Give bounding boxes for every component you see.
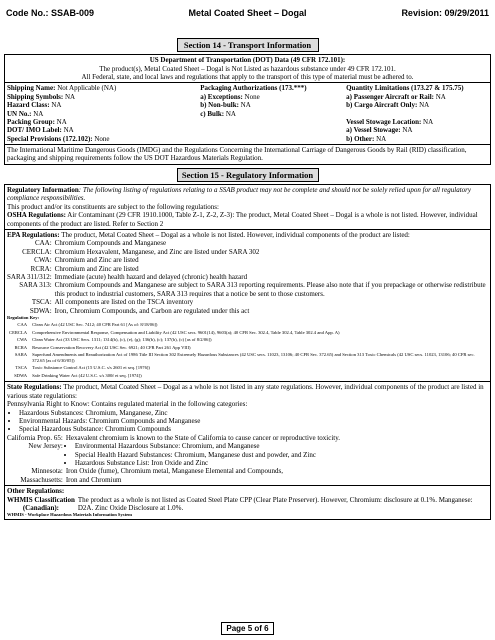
content [4, 38, 491, 520]
dot-line-1: The product(s), Metal Coated Sheet – Dogal is Not Listed as hazardous substance under 49 CFR 172.101. [99, 64, 396, 73]
imdg-text: The International Maritime Dangerous Goods (IMDG) and the Regulations Concerning the International Carriage of Dangerous Goods by Rail (RID) classification, packaging and shipping requirements follow the US DOT Hazardous Materials Regulation. [4, 145, 491, 165]
other-regulations: Other Regulations: WHMIS Classification (Canadian): The product as a whole is not listed as Coated Steel Plate CPP (Clear Plate Preserver). However, Chromium: disclosure at 0.1%. Manganese: D2A. Zinc Oxide Disclosure at 1.0%. WHMIS - Workplace Hazardous Materials Information System [4, 486, 491, 520]
list-item: • Special Hazardous Substance: Chromium Compounds [19, 425, 488, 433]
epa-table: CAA: Chromium Compounds and Manganese CERCLA: Chromium Hexavalent, Manganese, and Zinc are listed under SARA 302 CWA: Chromium and Zinc are listed RCRA: Chromium and Zinc are listed SARA 311/312: Immediate (acute) health hazard and delayed (chronic) health hazard SARA 313: Chromium Compounds and Manganese are subject to SARA 313 reporting requirements. Please also note that if you prepackage or otherwise redistribute this product to industrial customers, SARA 313 requires that a notice be sent to those customers. TSCA: All components are listed on the TSCA inventory SDWA: Iron, Chromium Compounds, and Carbon are regulated under this act [7, 239, 486, 315]
revision-date: Revision: 09/29/2011 [401, 8, 489, 18]
list-item: • Environmental Hazards: Chromium Compounds and Manganese [19, 417, 488, 425]
regulatory-info: Regulatory Information: The following listing of regulations relating to a SSAB product may not be complete and should not be solely relied upon for all regulatory compliance responsibilities. This product and/or its constituents are subject to the following regulations: OSHA Regulations: Air Contaminant (29 CFR 1910.1000, Table Z-1, Z-2, Z-3): The product, Metal Coated Sheet – Dogal is a whole is not listed. However, individual components of the product are listed. Refer to Section 2 [4, 184, 491, 230]
state-table: California Prop. 65: Hexavalent chromium is known to the State of California to cause cancer or reproductive toxicity. New Jersey: • Environmental Hazardous Substance: Chromium, and Manganese • Special Health Hazard Substances: Chromium, Manganese dust and powder, and Zinc • Hazardous Substance List: Iron Oxide and Zinc Minnesota: Iron Oxide (fume), Chromium metal, Manganese Elemental and Compounds, Massachusetts: Iron and Chromium [7, 434, 340, 484]
pa-list [7, 409, 488, 434]
list-item: • Environmental Hazardous Substance: Chromium, and Manganese [75, 442, 340, 450]
quantity-column: Quantity Limitations (173.27 & 175.75) a) Passenger Aircraft or Rail: NA b) Cargo Aircraft Only: NA Vessel Stowage Location: NA a) Vessel Stowage: NA b) Other: NA [346, 84, 464, 143]
page-footer [0, 624, 495, 634]
regulation-key: Regulation Key: CAA Clean Air Act (42 USC Sec. 7412; 40 CFR Part 61 [As of: 8/18/06]) CERCLA Comprehensive Environmental Response, Compensation and Liability Act (42 USC secs. 9601(14), 9603(a); 40 CFR Sec. 302.4, Table 302.4, Table 302.4 and App. A) CWA Clean Water Act (33 USC Secs. 1311; 1314(b), (c), (e), (g); 136(b), (c); 137(b), (c) [as of 8/2/06]) RCRA Resource Conservation Recovery Act (42 USC Sec. 6921; 40 CFR Part 261 App VIII) SARA Superfund Amendments and Reauthorization Act of 1986 Title III Section 302 Extremely Hazardous Substances (42 USC secs. 11023, 13106; 40 CFR Sec. 372.65) and Section 313 Toxic Chemicals (42 USC secs. 11023, 13106; 40 CFR sec. 372.65 [as of 6/30/05]) TSCA Toxic Substance Control Act (15 U.S.C. s/s 2601 et seq. [1976]) SDWA Safe Drinking Water Act (42 U.S.C. s/s 300f et seq. [1974]) [7, 314, 475, 378]
code-number: Code No.: SSAB-009 [6, 8, 95, 18]
packaging-column: Packaging Authorizations (173.***) a) Exceptions: None b) Non-bulk: NA c) Bulk: NA [200, 84, 307, 118]
dot-data [4, 54, 491, 83]
dot-line-2: All Federal, state, and local laws and regulations that apply to the transport of this type of material must be adhered to. [81, 72, 414, 81]
epa-regulations: EPA Regulations: The product, Metal Coated Sheet – Dogal as a whole is not listed. However, individual components of the product are listed: CAA: Chromium Compounds and Manganese CERCLA: Chromium Hexavalent, Manganese, and Zinc are listed under SARA 302 CWA: Chromium and Zinc are listed RCRA: Chromium and Zinc are listed SARA 311/312: Immediate (acute) health hazard and delayed (chronic) health hazard SARA 313: Chromium Compounds and Manganese are subject to SARA 313 reporting requirements. Please also note that if you prepackage or otherwise redistribute this product to industrial customers, SARA 313 requires that a notice be sent to those customers. TSCA: All components are listed on the TSCA inventory SDWA: Iron, Chromium Compounds, and Carbon are regulated under this act Regulation Key: CAA Clean Air Act (42 USC Sec. 7412; 40 CFR Part 61 [As of: 8/18/06]) CERCLA Comprehensive Environmental Response, Compensation and Liability Act (42 USC secs. 9601(14), 9603(a); 40 CFR Sec. 302.4, Table 302.4, Table 302.4 and App. A) CWA Clean Water Act (33 USC Secs. 1311; 1314(b), (c), (e), (g); 136(b), (c); 137(b), (c) [as of 8/2/06]) RCRA Resource Conservation Recovery Act (42 USC Sec. 6921; 40 CFR Part 261 App VIII) SARA Superfund Amendments and Reauthorization Act of 1986 Title III Section 302 Extremely Hazardous Substances (42 USC secs. 11023, 13106; 40 CFR Sec. 372.65) and Section 313 Toxic Chemicals (42 USC secs. 11023, 13106; 40 CFR sec. 372.65 [as of 6/30/05]) TSCA Toxic Substance Control Act (15 U.S.C. s/s 2601 et seq. [1976]) SDWA Safe Drinking Water Act (42 U.S.C. s/s 300f et seq. [1974]) [4, 230, 491, 382]
section-14-title: Section 14 - Transport Information [177, 38, 319, 52]
list-item: • Hazardous Substance List: Iron Oxide and Zinc [75, 459, 340, 467]
section-15-title: Section 15 - Regulatory Information [177, 168, 319, 182]
state-regulations: State Regulations: The product, Metal Coated Sheet – Dogal as a whole is not listed in any state regulations. However, individual components of the product are listed in various state regulations: Pennsylvania Right to Know: Contains regulated material in the following categories: • Hazardous Substances: Chromium, Manganese, Zinc • Environmental Hazards: Chromium Compounds and Manganese • Special Hazardous Substance: Chromium Compounds California Prop. 65: Hexavalent chromium is known to the State of California to cause cancer or reproductive toxicity. New Jersey: • Environmental Hazardous Substance: Chromium, and Manganese • Special Health Hazard Substances: Chromium, Manganese dust and powder, and Zinc • Hazardous Substance List: Iron Oxide and Zinc Minnesota: Iron Oxide (fume), Chromium metal, Manganese Elemental and Compounds, Massachusetts: Iron and Chromium [4, 382, 491, 486]
list-item: • Hazardous Substances: Chromium, Manganese, Zinc [19, 409, 488, 417]
dot-title: US Department of Transportation (DOT) Data (49 CFR 172.101): [149, 56, 346, 65]
dot-details [4, 83, 491, 145]
page-header [6, 8, 489, 20]
shipping-column: Shipping Name: Not Applicable (NA) Shipping Symbols: NA Hazard Class: NA UN No.: NA Packing Group: NA DOT/ IMO Label: NA Special Provisions (172.102): None [7, 84, 117, 143]
page-number: Page 5 of 6 [221, 622, 273, 635]
document-title: Metal Coated Sheet – Dogal [188, 8, 307, 18]
list-item: • Special Health Hazard Substances: Chromium, Manganese dust and powder, and Zinc [75, 451, 340, 459]
